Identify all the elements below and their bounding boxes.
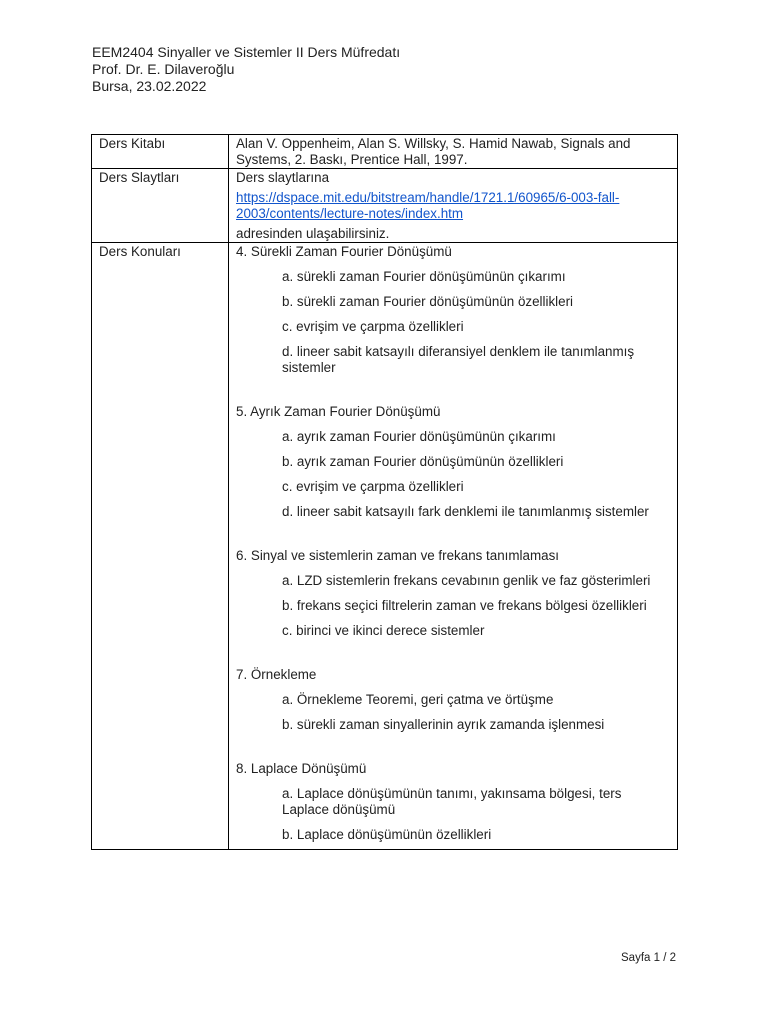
topic-item (236, 548, 671, 639)
subtopic: b. frekans seçici filtrelerin zaman ve frekans bölgesi özellikleri (282, 598, 647, 613)
table-row-book (92, 135, 678, 169)
topic-title: 5. Ayrık Zaman Fourier Dönüşümü (236, 404, 441, 419)
topics-cell (229, 243, 678, 850)
subtopic: a. Örnekleme Teoremi, geri çatma ve örtüşme (282, 692, 554, 707)
topic-item (236, 404, 671, 520)
topic-title: 6. Sinyal ve sistemlerin zaman ve frekans tanımlaması (236, 548, 559, 563)
subtopic: a. LZD sistemlerin frekans cevabının genlik ve faz gösterimleri (282, 573, 651, 588)
syllabus-table (91, 134, 678, 850)
subtopic: c. evrişim ve çarpma özellikleri (282, 479, 464, 494)
topic-item (236, 667, 671, 733)
table-row-slides (92, 169, 678, 243)
book-reference: Alan V. Oppenheim, Alan S. Willsky, S. Hamid Nawab, Signals and Systems, 2. Baskı, Prentice Hall, 1997. (229, 135, 678, 169)
topic-item (236, 244, 671, 376)
subtopic: b. sürekli zaman sinyallerinin ayrık zamanda işlenmesi (282, 717, 605, 732)
subtopic: b. sürekli zaman Fourier dönüşümünün özellikleri (282, 294, 574, 309)
slides-label: Ders Slaytları (92, 169, 229, 243)
subtopic: a. sürekli zaman Fourier dönüşümünün çıkarımı (282, 269, 566, 284)
subtopic: b. ayrık zaman Fourier dönüşümünün özellikleri (282, 454, 564, 469)
slides-cell (229, 169, 678, 243)
topics-label: Ders Konuları (92, 243, 229, 850)
place-date: Bursa, 23.02.2022 (92, 78, 207, 94)
slides-intro: Ders slaytlarına (236, 170, 330, 185)
topic-title: 4. Sürekli Zaman Fourier Dönüşümü (236, 244, 452, 259)
instructor-name: Prof. Dr. E. Dilaveroğlu (92, 61, 235, 77)
subtopic: c. evrişim ve çarpma özellikleri (282, 319, 464, 334)
document-header (92, 44, 400, 95)
slides-outro: adresinden ulaşabilirsiniz. (236, 226, 390, 241)
page-number: Sayfa 1 / 2 (621, 952, 676, 964)
subtopic: c. birinci ve ikinci derece sistemler (282, 623, 485, 638)
course-title: EEM2404 Sinyaller ve Sistemler II Ders Müfredatı (92, 44, 401, 60)
topic-title: 8. Laplace Dönüşümü (236, 761, 367, 776)
subtopic: d. lineer sabit katsayılı diferansiyel denklem ile tanımlanmış sistemler (282, 344, 635, 375)
slides-link[interactable]: https://dspace.mit.edu/bitstream/handle/1721.1/60965/6-003-fall-2003/contents/lecture-notes/index.htm (236, 190, 620, 221)
subtopic: b. Laplace dönüşümünün özellikleri (282, 827, 492, 842)
subtopic: a. ayrık zaman Fourier dönüşümünün çıkarımı (282, 429, 556, 444)
topic-title: 7. Örnekleme (236, 667, 317, 682)
subtopic: d. lineer sabit katsayılı fark denklemi ile tanımlanmış sistemler (282, 504, 649, 519)
book-label: Ders Kitabı (92, 135, 229, 169)
table-row-topics (92, 243, 678, 850)
topic-item (236, 761, 671, 843)
subtopic: a. Laplace dönüşümünün tanımı, yakınsama bölgesi, ters Laplace dönüşümü (282, 786, 622, 817)
